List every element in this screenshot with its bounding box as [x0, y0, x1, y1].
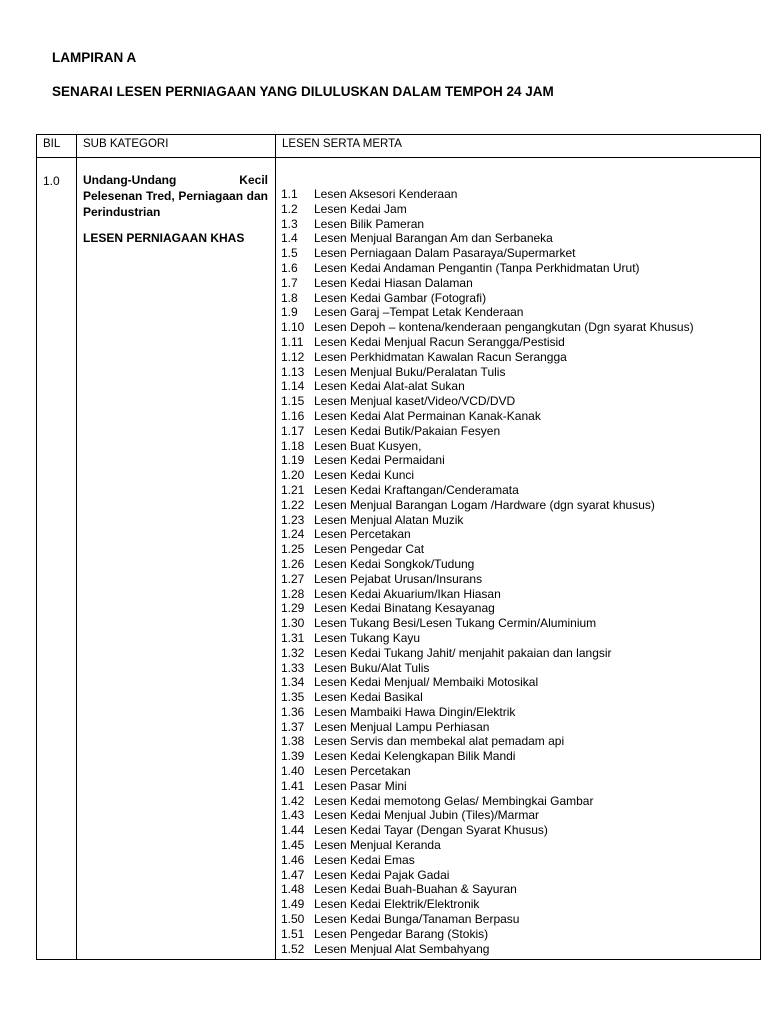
- license-item-number: 1.41: [281, 778, 305, 793]
- license-item-number: 1.42: [281, 793, 305, 808]
- license-item-text: Lesen Kedai Alat-alat Sukan: [314, 379, 465, 394]
- license-item-number: 1.46: [281, 852, 305, 867]
- license-item-number: 1.29: [281, 601, 305, 616]
- license-item-number: 1.37: [281, 719, 305, 734]
- license-item-text: Lesen Menjual kaset/Video/VCD/DVD: [314, 394, 516, 409]
- license-item-number: 1.22: [281, 497, 305, 512]
- license-item: [281, 646, 694, 661]
- license-item: [281, 661, 694, 676]
- license-item: [281, 808, 694, 823]
- license-item-text: Lesen Kedai memotong Gelas/ Membingkai Gambar: [314, 793, 594, 808]
- license-item-text: Lesen Kedai Akuarium/Ikan Hiasan: [314, 586, 501, 601]
- license-item-number: 1.23: [281, 512, 305, 527]
- license-item: [281, 720, 694, 735]
- license-item: [281, 912, 694, 927]
- license-item-text: Lesen Perkhidmatan Kawalan Racun Serangga: [314, 349, 567, 364]
- license-item-number: 1.7: [281, 275, 298, 290]
- license-item-text: Lesen Kedai Menjual Jubin (Tiles)/Marmar: [314, 808, 539, 823]
- license-item-text: Lesen Menjual Alat Sembahyang: [314, 941, 490, 956]
- license-item-text: Lesen Menjual Buku/Peralatan Tulis: [314, 364, 506, 379]
- license-item: [281, 779, 694, 794]
- license-item-text: Lesen Pasar Mini: [314, 778, 407, 793]
- license-item-text: Lesen Kedai Kunci: [314, 468, 415, 483]
- document-title: SENARAI LESEN PERNIAGAAN YANG DILULUSKAN DALAM TEMPOH 24 JAM: [52, 84, 554, 99]
- license-item-number: 1.9: [281, 305, 298, 320]
- sub-category-heading: LESEN PERNIAGAAN KHAS: [83, 231, 245, 245]
- license-item-text: Lesen Kedai Butik/Pakaian Fesyen: [314, 423, 501, 438]
- license-item-text: Lesen Pengedar Barang (Stokis): [314, 926, 489, 941]
- license-item-text: Lesen Pejabat Urusan/Insurans: [314, 571, 483, 586]
- license-item-number: 1.1: [281, 187, 298, 201]
- license-item: [281, 513, 694, 528]
- license-item: [281, 542, 694, 557]
- license-item-number: 1.25: [281, 542, 305, 557]
- license-item-number: 1.43: [281, 808, 305, 823]
- license-item-number: 1.31: [281, 630, 305, 645]
- license-item-number: 1.10: [281, 320, 305, 335]
- license-item-number: 1.13: [281, 364, 305, 379]
- license-item-text: Lesen Menjual Keranda: [314, 838, 441, 853]
- license-item: [281, 882, 694, 897]
- license-item-text: Lesen Kedai Andaman Pengantin (Tanpa Perkhidmatan Urut): [314, 260, 640, 275]
- license-item-number: 1.28: [281, 586, 305, 601]
- license-item-text: Lesen Percetakan: [314, 764, 411, 779]
- license-item-number: 1.47: [281, 867, 305, 882]
- license-item: [281, 734, 694, 749]
- license-item-number: 1.17: [281, 423, 305, 438]
- license-item-number: 1.38: [281, 734, 305, 749]
- license-item-number: 1.2: [281, 201, 298, 216]
- row-number: 1.0: [43, 174, 60, 188]
- license-item: [281, 453, 694, 468]
- license-item-number: 1.40: [281, 764, 305, 779]
- license-item-text: Lesen Kedai Kelengkapan Bilik Mandi: [314, 749, 516, 764]
- license-item-text: Lesen Kedai Kraftangan/Cenderamata: [314, 482, 519, 497]
- license-item-text: Lesen Menjual Barangan Am dan Serbaneka: [314, 231, 553, 246]
- license-item-text: Lesen Garaj –Tempat Letak Kenderaan: [314, 305, 524, 320]
- license-item-number: 1.27: [281, 571, 305, 586]
- license-item: [281, 764, 694, 779]
- license-item-number: 1.24: [281, 527, 305, 542]
- license-item-number: 1.50: [281, 912, 305, 927]
- license-item-text: Lesen Kedai Menjual Racun Serangga/Pestisid: [314, 334, 565, 349]
- license-item-text: Lesen Kedai Tayar (Dengan Syarat Khusus): [314, 823, 548, 838]
- license-item-number: 1.5: [281, 246, 298, 261]
- license-item-text: Lesen Buku/Alat Tulis: [314, 660, 430, 675]
- license-item: [281, 572, 694, 587]
- license-item-number: 1.26: [281, 556, 305, 571]
- license-item: [281, 675, 694, 690]
- license-item-number: 1.6: [281, 260, 298, 275]
- license-item: [281, 379, 694, 394]
- license-item-number: 1.3: [281, 216, 298, 231]
- license-item: [281, 498, 694, 513]
- license-item-number: 1.19: [281, 453, 305, 468]
- license-item: [281, 705, 694, 720]
- license-item: [281, 616, 694, 631]
- license-item-number: 1.39: [281, 749, 305, 764]
- license-item: [281, 527, 694, 542]
- license-item-number: 1.45: [281, 838, 305, 853]
- license-item-text: Lesen Kedai Jam: [314, 201, 407, 216]
- license-item: [281, 291, 694, 306]
- license-item-number: 1.21: [281, 482, 305, 497]
- license-item-text: Lesen Kedai Gambar (Fotografi): [314, 290, 487, 305]
- license-item-number: 1.34: [281, 675, 305, 690]
- license-item-text: Lesen Tukang Kayu: [314, 630, 421, 645]
- license-item-number: 1.18: [281, 438, 305, 453]
- license-item-text: Lesen Kedai Tukang Jahit/ menjahit pakaian dan langsir: [314, 645, 612, 660]
- license-item-number: 1.36: [281, 704, 305, 719]
- license-item: [281, 246, 694, 261]
- license-item: [281, 557, 694, 572]
- license-item: [281, 424, 694, 439]
- license-item-text: Lesen Pengedar Cat: [314, 542, 425, 557]
- license-item-text: Lesen Kedai Menjual/ Membaiki Motosikal: [314, 675, 539, 690]
- license-item-text: Lesen Servis dan membekal alat pemadam api: [314, 734, 565, 749]
- license-item-number: 1.52: [281, 941, 305, 956]
- license-item-text: Lesen Kedai Pajak Gadai: [314, 867, 450, 882]
- license-item: [281, 305, 694, 320]
- license-item: [281, 335, 694, 350]
- license-item-number: 1.8: [281, 290, 298, 305]
- header-divider: [37, 157, 760, 158]
- license-item-number: 1.4: [281, 231, 298, 246]
- license-item-text: Lesen Depoh – kontena/kenderaan pengangkutan (Dgn syarat Khusus): [314, 320, 694, 335]
- license-item-text: Lesen Aksesori Kenderaan: [314, 187, 458, 201]
- license-item-text: Lesen Menjual Lampu Perhiasan: [314, 719, 490, 734]
- column-header-sub-kategori: SUB KATEGORI: [83, 138, 169, 150]
- license-item: [281, 853, 694, 868]
- license-item-number: 1.11: [281, 334, 304, 349]
- license-item: [281, 483, 694, 498]
- license-item: [281, 187, 694, 202]
- license-item: [281, 838, 694, 853]
- license-item-text: Lesen Mambaiki Hawa Dingin/Elektrik: [314, 704, 516, 719]
- license-item-text: Lesen Menjual Alatan Muzik: [314, 512, 464, 527]
- license-item: [281, 202, 694, 217]
- license-item-number: 1.35: [281, 690, 305, 705]
- license-item-text: Lesen Kedai Basikal: [314, 690, 423, 705]
- license-item-text: Lesen Tukang Besi/Lesen Tukang Cermin/Aluminium: [314, 616, 597, 631]
- license-item-text: Lesen Kedai Alat Permainan Kanak-Kanak: [314, 408, 541, 423]
- license-item-text: Lesen Kedai Hiasan Dalaman: [314, 275, 473, 290]
- license-item-text: Lesen Menjual Barangan Logam /Hardware (dgn syarat khusus): [314, 497, 655, 512]
- license-item: [281, 587, 694, 602]
- license-item: [281, 823, 694, 838]
- sub-category-text: Undang-Undang Kecil Pelesenan Tred, Perniagaan dan Perindustrian: [83, 173, 268, 219]
- license-item: [281, 365, 694, 380]
- license-list: [281, 187, 694, 956]
- license-item-number: 1.15: [281, 394, 305, 409]
- license-item: [281, 749, 694, 764]
- license-item-text: Lesen Buat Kusyen,: [314, 438, 422, 453]
- license-item: [281, 927, 694, 942]
- license-item: [281, 897, 694, 912]
- license-item-number: 1.30: [281, 616, 305, 631]
- license-item-number: 1.44: [281, 823, 305, 838]
- column-header-lesen-serta-merta: LESEN SERTA MERTA: [282, 138, 402, 150]
- license-item-text: Lesen Kedai Permaidani: [314, 453, 445, 468]
- license-item: [281, 217, 694, 232]
- license-item-number: 1.14: [281, 379, 305, 394]
- license-item-text: Lesen Percetakan: [314, 527, 411, 542]
- license-item: [281, 868, 694, 883]
- column-divider: [275, 135, 276, 959]
- license-item: [281, 601, 694, 616]
- license-item-number: 1.12: [281, 349, 305, 364]
- license-item-text: Lesen Perniagaan Dalam Pasaraya/Supermarket: [314, 246, 576, 261]
- license-item-number: 1.20: [281, 468, 305, 483]
- license-item: [281, 409, 694, 424]
- license-item-text: Lesen Kedai Elektrik/Elektronik: [314, 897, 480, 912]
- column-header-bil: BIL: [43, 138, 61, 150]
- license-item: [281, 350, 694, 365]
- license-table: [36, 134, 761, 960]
- license-item: [281, 276, 694, 291]
- license-item-text: Lesen Kedai Buah-Buahan & Sayuran: [314, 882, 517, 897]
- column-divider: [76, 135, 77, 959]
- license-item-number: 1.51: [281, 926, 305, 941]
- license-item-text: Lesen Kedai Binatang Kesayanag: [314, 601, 495, 616]
- license-item: [281, 468, 694, 483]
- appendix-label: LAMPIRAN A: [52, 50, 137, 65]
- license-item-number: 1.16: [281, 408, 305, 423]
- license-item: [281, 439, 694, 454]
- license-item-number: 1.33: [281, 660, 305, 675]
- license-item: [281, 394, 694, 409]
- license-item: [281, 320, 694, 335]
- license-item: [281, 261, 694, 276]
- license-item: [281, 794, 694, 809]
- license-item-text: Lesen Kedai Bunga/Tanaman Berpasu: [314, 912, 520, 927]
- license-item-text: Lesen Bilik Pameran: [314, 216, 425, 231]
- license-item: [281, 231, 694, 246]
- license-item: [281, 942, 694, 957]
- license-item: [281, 631, 694, 646]
- license-item-number: 1.32: [281, 645, 305, 660]
- license-item: [281, 690, 694, 705]
- license-item-number: 1.49: [281, 897, 305, 912]
- license-item-text: Lesen Kedai Songkok/Tudung: [314, 556, 475, 571]
- license-item-text: Lesen Kedai Emas: [314, 852, 415, 867]
- license-item-number: 1.48: [281, 882, 305, 897]
